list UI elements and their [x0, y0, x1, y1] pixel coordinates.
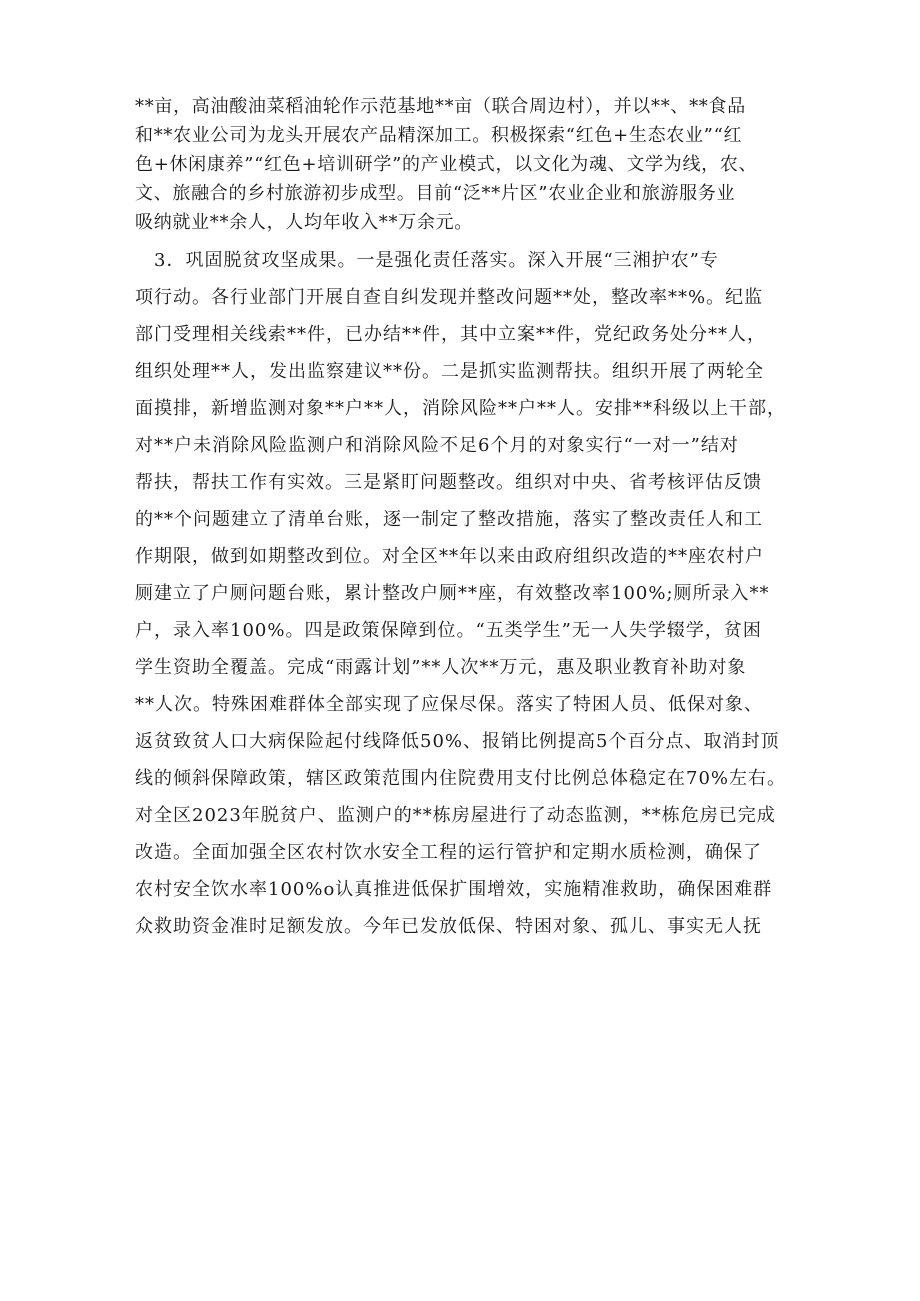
text-line: **亩，高油酸油菜稻油轮作示范基地**亩（联合周边村），并以**、**食品: [135, 96, 746, 117]
text-line: 作期限，做到如期整改到位。对全区**年以来由政府组织改造的**座农村户: [135, 546, 764, 567]
text-line: 对全区2023年脱贫户、监测户的**栋房屋进行了动态监测，**栋危房已完成: [135, 805, 776, 826]
paragraph-industry: [135, 92, 805, 237]
text-line: 学生资助全覆盖。完成“雨露计划”**人次**万元，惠及职业教育补助对象: [135, 657, 747, 678]
text-line: 色+休闲康养”“红色+培训研学”的产业模式，以文化为魂、文学为线，农、: [135, 154, 758, 175]
text-line: 文、旅融合的乡村旅游初步成型。目前“泛**片区”农业企业和旅游服务业: [135, 183, 736, 204]
text-line: 农村安全饮水率100%o认真推进低保扩围增效，实施精准救助，确保困难群: [135, 879, 773, 900]
text-line: 的**个问题建立了清单台账，逐一制定了整改措施，落实了整改责任人和工: [135, 509, 763, 530]
text-line: 户，录入率100%。四是政策保障到位。“五类学生”无一人失学辍学，贫困: [135, 620, 762, 641]
text-line: 3．巩固脱贫攻坚成果。一是强化责任落实。深入开展“三湘护农”专: [135, 250, 719, 271]
text-line: 组织处理**人，发出监察建议**份。二是抓实监测帮扶。组织开展了两轮全: [135, 361, 764, 382]
text-line: 厕建立了户厕问题台账，累计整改户厕**座，有效整改率100%;厕所录入**: [135, 583, 770, 604]
text-line: 线的倾斜保障政策，辖区政策范围内住院费用支付比例总体稳定在70%左右。: [135, 768, 787, 789]
text-line: 面摸排，新增监测对象**户**人，消除风险**户**人。安排**科级以上干部，: [135, 398, 786, 419]
text-line: 部门受理相关线索**件，已办结**件，其中立案**件，党纪政务处分**人，: [135, 324, 766, 345]
text-line: **人次。特殊困难群体全部实现了应保尽保。落实了特困人员、低保对象、: [135, 694, 763, 715]
text-line: 对**户未消除风险监测户和消除风险不足6个月的对象实行“一对一”结对: [135, 435, 739, 456]
paragraph-poverty-alleviation: [135, 242, 805, 945]
text-line: 吸纳就业**余人，人均年收入**万余元。: [135, 212, 473, 233]
text-line: 帮扶，帮扶工作有实效。三是紧盯问题整改。组织对中央、省考核评估反馈: [135, 472, 762, 493]
text-line: 项行动。各行业部门开展自查自纠发现并整改问题**处，整改率**%。纪监: [135, 287, 764, 308]
text-line: 改造。全面加强全区农村饮水安全工程的运行管护和定期水质检测，确保了: [135, 842, 762, 863]
text-line: 返贫致贫人口大病保险起付线降低50%、报销比例提高5个百分点、取消封顶: [135, 731, 780, 752]
text-line: 和**农业公司为龙头开展农产品精深加工。积极探索“红色+生态农业”“红: [135, 125, 743, 146]
text-line: 众救助资金准时足额发放。今年已发放低保、特困对象、孤儿、事实无人抚: [135, 916, 762, 937]
